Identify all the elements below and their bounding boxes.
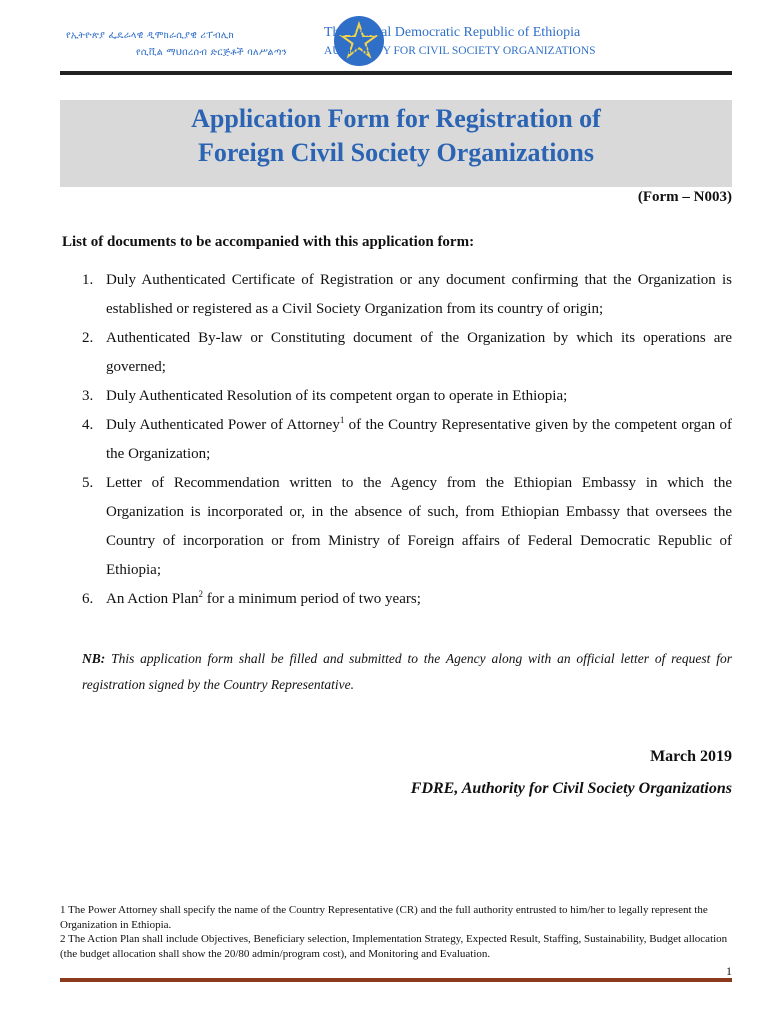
footnote-2: 2 The Action Plan shall include Objectives, Beneficiary selection, Implementation Strategy, Expected Result, Staffing, Sustainability, Budget allocation (the budget allocation shall show the 20/80 admin/program cost), and Monitoring and Evaluation. — [60, 933, 728, 960]
list-item: 6. An Action Plan$^2$ for a minimum period of two years; — [82, 589, 421, 607]
list-item: 4. Duly Authenticated Power of Attorney$^1$ of the Country Representative given by the competent organ of the Organization; — [82, 415, 732, 462]
documents-list — [82, 266, 732, 614]
issue-date: March 2019 — [650, 748, 732, 765]
footnotes — [60, 903, 732, 961]
note-label: NB: — [82, 651, 106, 666]
header-divider — [60, 71, 732, 75]
footnote-ref: 2 — [198, 589, 203, 599]
amharic-line-2: የሲቪል ማህበረሰብ ድርጅቶች ባለሥልጣን — [136, 47, 287, 58]
list-heading: List of documents to be accompanied with this application form: — [62, 234, 475, 250]
amharic-line-1: የኢትዮጵያ ፌዴራላዊ ዲሞክራሲያዊ ሪፐብሊክ — [66, 30, 234, 41]
footer-divider — [60, 978, 732, 982]
title-line-2: Foreign Civil Society Organizations — [198, 138, 594, 167]
note-text: This application form shall be filled and submitted to the Agency along with an official letter of request for registration signed by the Country Representative. — [82, 651, 732, 692]
list-item: 3. Duly Authenticated Resolution of its competent organ to operate in Ethiopia; — [82, 388, 568, 404]
footnote-ref: 1 — [339, 415, 345, 425]
page-number: 1 — [726, 964, 732, 978]
note — [82, 646, 732, 698]
list-item: 5. Letter of Recommendation written to the Agency from the Ethiopian Embassy in which the Organization is incorporated or, in the absence of such, from Ethiopian Embassy that oversees the Country of incorporation or from Ministry of Foreign affairs of Federal Democratic Republic of Ethiopia; — [82, 475, 732, 578]
title-box — [60, 100, 732, 187]
issuer-signature: FDRE, Authority for Civil Society Organizations — [410, 780, 732, 797]
form-number: (Form – N003) — [637, 189, 732, 205]
english-header — [324, 24, 596, 59]
country-name: The Federal Democratic Republic of Ethiopia — [324, 25, 581, 40]
list-item: 2. Authenticated By-law or Constituting document of the Organization by which its operations are governed; — [82, 330, 732, 375]
footnote-1: 1 The Power Attorney shall specify the name of the Country Representative (CR) and the full authority entrusted to him/her to legally represent the Organization in Ethiopia. — [60, 904, 708, 931]
authority-name: AUTHORITY FOR CIVIL SOCIETY ORGANIZATIONS — [324, 45, 596, 57]
list-item: 1. Duly Authenticated Certificate of Registration or any document confirming that the Organization is established or registered as a Civil Society Organization from its country of origin; — [82, 272, 732, 317]
title-line-1: Application Form for Registration of — [191, 104, 601, 133]
amharic-header — [66, 27, 287, 61]
